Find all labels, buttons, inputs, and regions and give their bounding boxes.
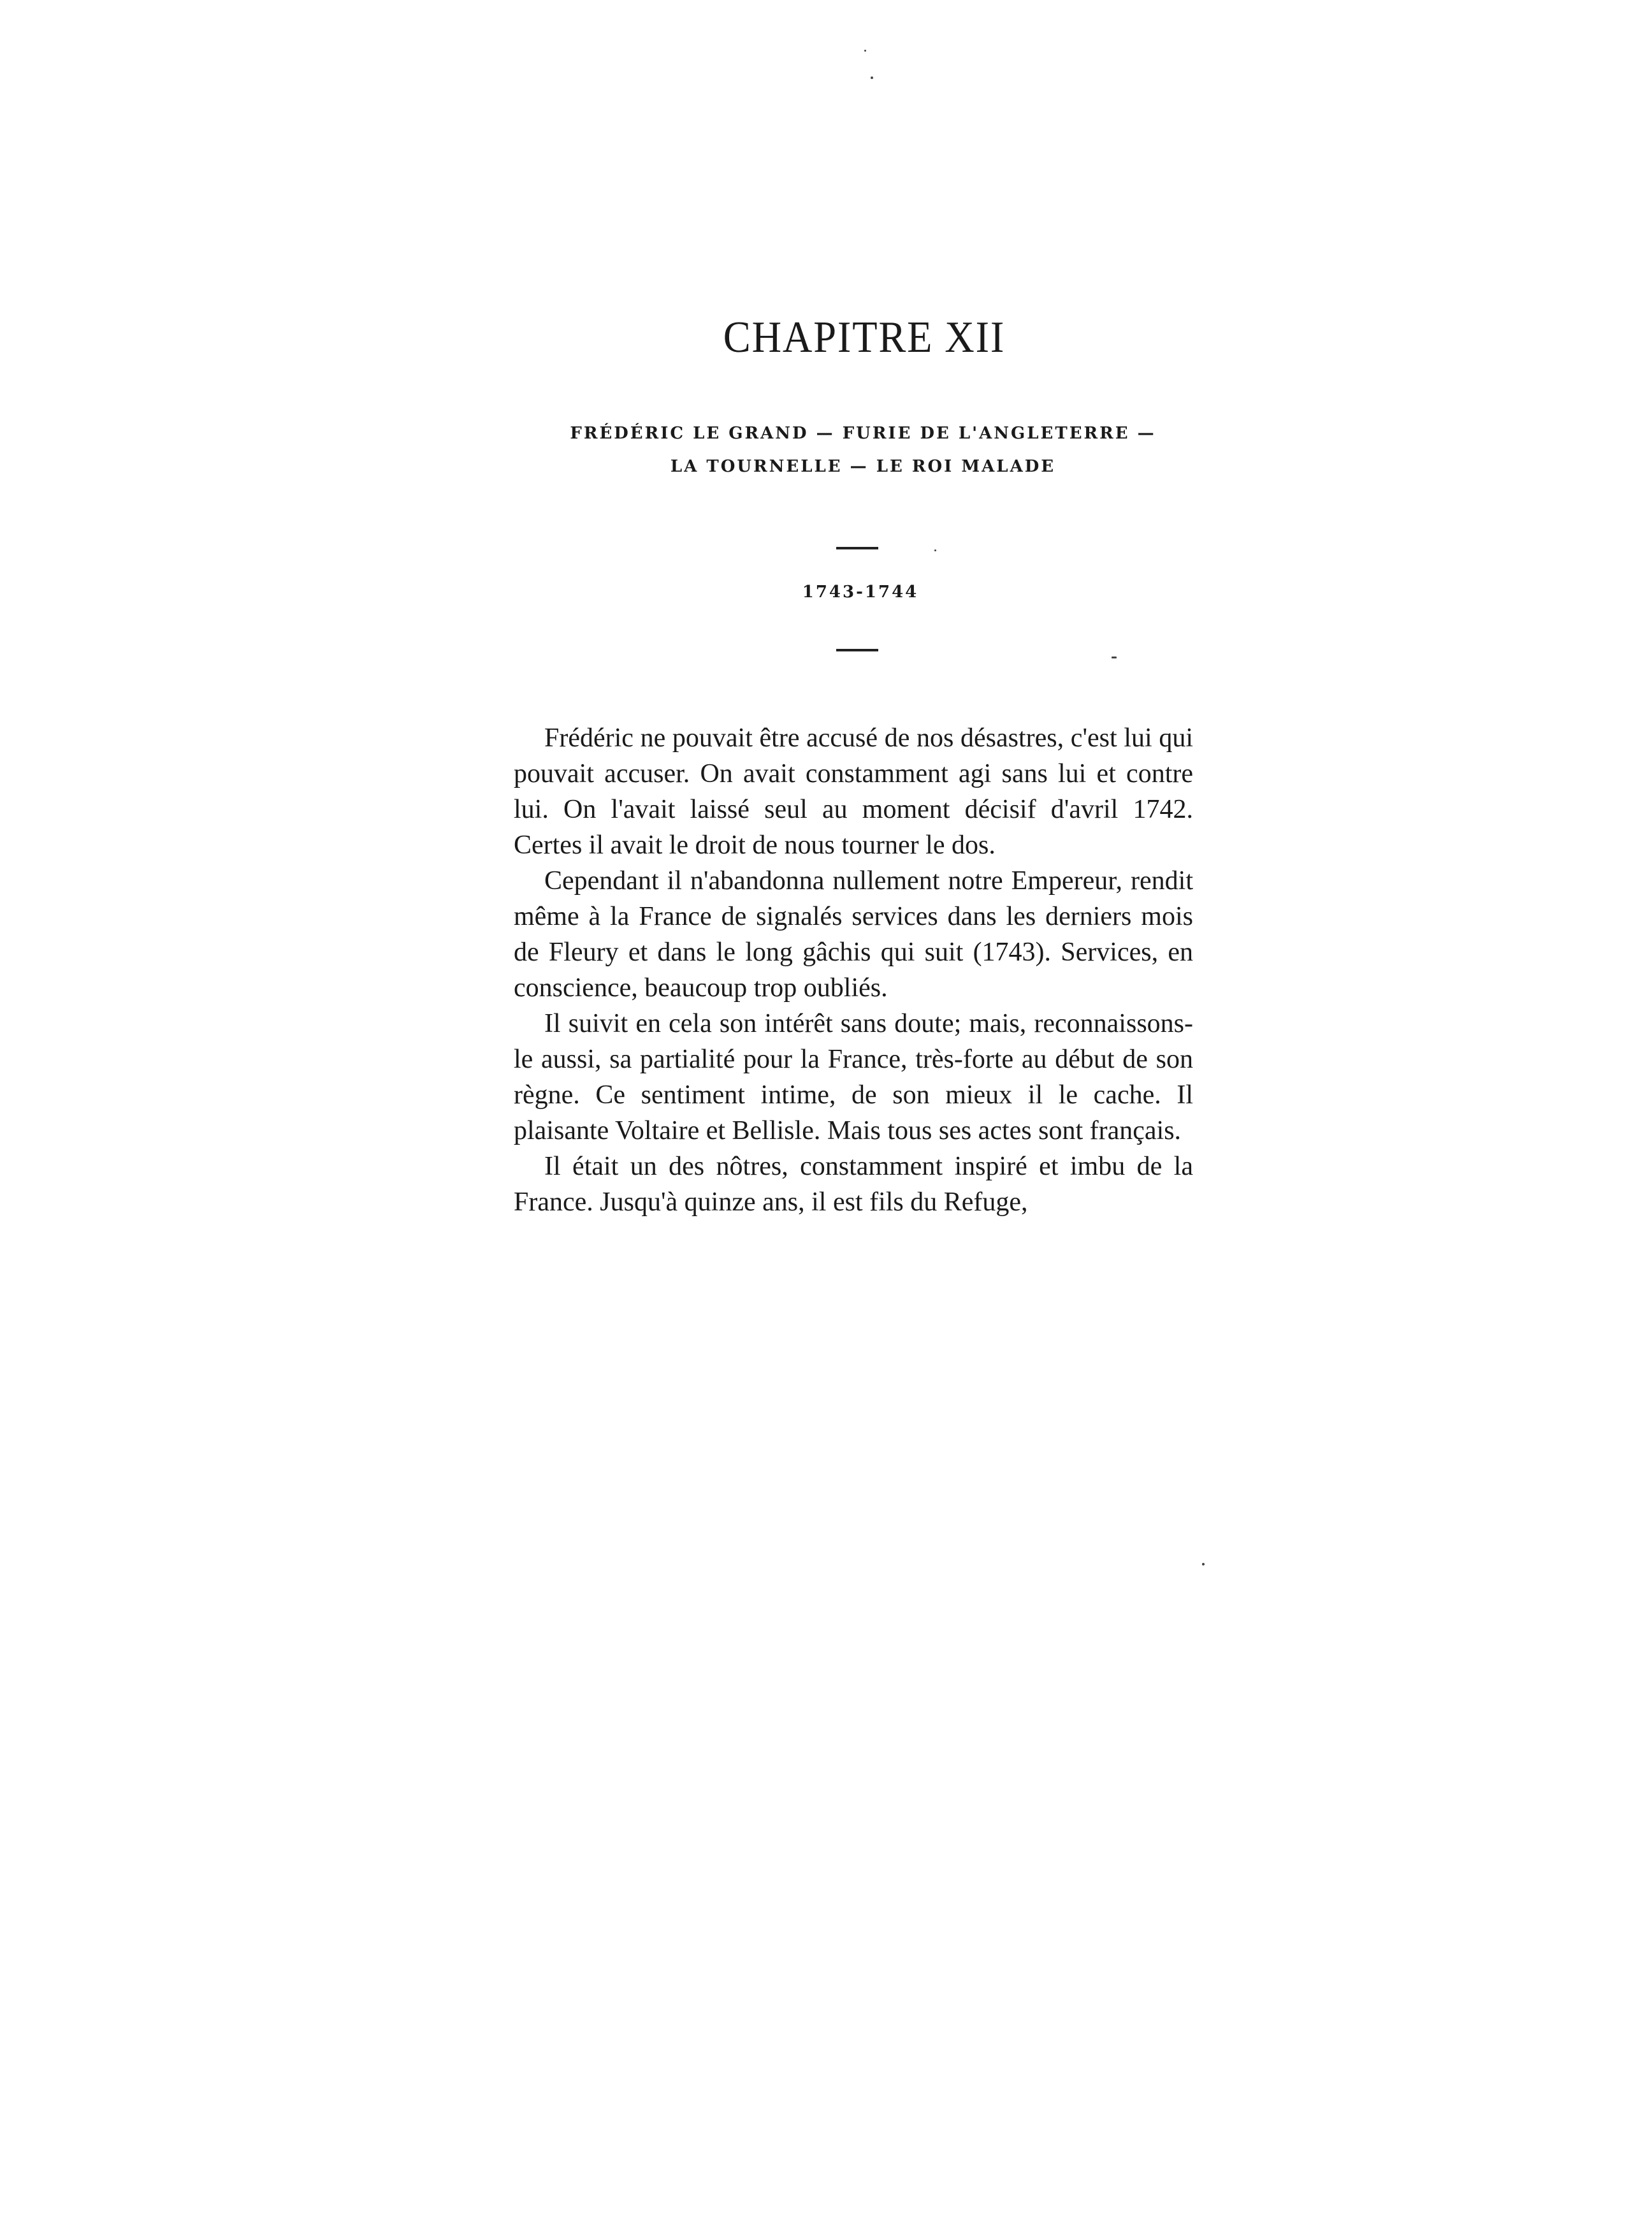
chapter-subtitle-line-2: LA TOURNELLE — LE ROI MALADE (670, 457, 1056, 476)
paragraph-4: Il était un des nôtres, constamment inspiré et imbu de la France. Jusqu'à quinze ans, il est fils du Refuge, (514, 1152, 1193, 1217)
paragraph-2: Cependant il n'abandonna nullement notre Empereur, rendit même à la France de signalés services dans les derniers mois de Fleury et dans le long gâchis qui suit (1743). Services, en conscience, beaucoup trop oubliés. (514, 866, 1193, 1003)
scan-speck (864, 50, 866, 52)
chapter-years: 1743-1744 (802, 583, 919, 602)
chapter-title: CHAPITRE XII (723, 313, 1006, 362)
chapter-subtitle-line-1: FRÉDÉRIC LE GRAND — FURIE DE L'ANGLETERRE — (570, 424, 1156, 443)
scan-speck (1202, 1563, 1205, 1565)
body-text (514, 720, 1193, 1220)
scan-speck (934, 549, 936, 551)
scan-speck (1112, 657, 1117, 658)
paragraph-3: Il suivit en cela son intérêt sans doute; mais, reconnaissons-le aussi, sa partialité pour la France, très-forte au début de son règne. Ce sentiment intime, de son mieux il le cache. Il plaisante Voltaire et Bellisle. Mais tous ses actes sont français. (514, 1009, 1193, 1145)
separator-rule-top (836, 547, 878, 549)
paragraph-1: Frédéric ne pouvait être accusé de nos désastres, c'est lui qui pouvait accuser. On avait constamment agi sans lui et contre lui. On l'avait laissé seul au moment décisif d'avril 1742. Certes il avait le droit de nous tourner le dos. (514, 723, 1193, 860)
scan-speck (871, 76, 873, 79)
separator-rule-bottom (836, 649, 878, 651)
